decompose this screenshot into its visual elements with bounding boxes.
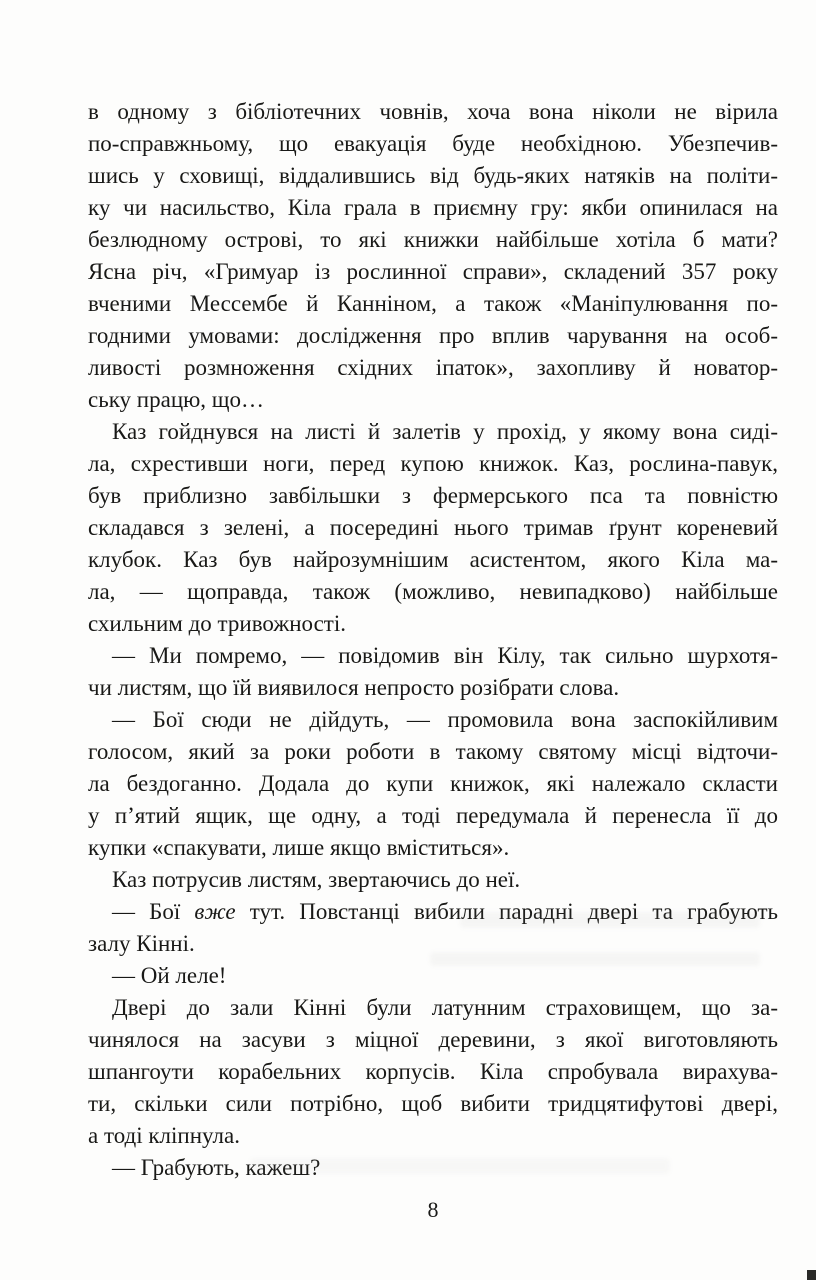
text-line bbox=[88, 672, 778, 704]
text-line bbox=[88, 768, 778, 800]
text-segment: в одному з бібліотечних човнів, хоча вона ніколи не вірила bbox=[88, 99, 778, 124]
text-segment: ку чи насильство, Кіла грала в приємну гру: якби опинилася на bbox=[88, 195, 778, 220]
text-line bbox=[88, 320, 778, 352]
text-segment: Двері до зали Кінні були латунним страховищем, що за- bbox=[112, 995, 778, 1020]
text-segment: чинялося на засуви з міцної деревини, з якої виготовляють bbox=[88, 1027, 778, 1052]
text-line bbox=[88, 992, 778, 1024]
text-segment: — Бої bbox=[112, 899, 195, 924]
text-segment: Каз потрусив листям, звертаючись до неї. bbox=[112, 867, 521, 892]
text-line bbox=[88, 832, 778, 864]
paragraph bbox=[88, 704, 778, 864]
text-segment: ську працю, що… bbox=[88, 387, 265, 412]
text-segment: — Ой леле! bbox=[112, 963, 227, 988]
text-line bbox=[88, 288, 778, 320]
page-number: 8 bbox=[427, 1197, 439, 1222]
text-segment: чи листям, що їй виявилося непросто розібрати слова. bbox=[88, 675, 620, 700]
text-line bbox=[88, 352, 778, 384]
text-segment: — Бої сюди не дійдуть, — промовила вона заспокійливим bbox=[112, 707, 778, 732]
text-segment: — Ми помремо, — повідомив він Кілу, так сильно шурхотя- bbox=[112, 643, 778, 668]
text-line bbox=[88, 96, 778, 128]
text-line bbox=[88, 160, 778, 192]
text-line bbox=[88, 128, 778, 160]
paragraph bbox=[88, 416, 778, 640]
text-line bbox=[88, 480, 778, 512]
text-segment: ла, схрестивши ноги, перед купою книжок. Каз, рослина-павук, bbox=[88, 451, 778, 476]
text-segment: безлюдному острові, то які книжки найбільше хотіла б мати? bbox=[88, 227, 778, 252]
text-segment: був приблизно завбільшки з фермерського пса та повністю bbox=[88, 483, 778, 508]
text-line bbox=[88, 544, 778, 576]
text-segment: клубок. Каз був найрозумнішим асистентом, якого Кіла ма- bbox=[88, 547, 778, 572]
text-line bbox=[88, 256, 778, 288]
text-line bbox=[88, 1120, 778, 1152]
text-segment: складався з зелені, а посередині нього тримав ґрунт кореневий bbox=[88, 515, 778, 540]
text-segment: ла, — щоправда, також (можливо, невипадково) найбільше bbox=[88, 579, 778, 604]
text-line bbox=[88, 384, 778, 416]
text-block bbox=[88, 96, 778, 1184]
text-segment: Ясна річ, «Гримуар із рослинної справи», складений 357 року bbox=[88, 259, 778, 284]
text-line bbox=[88, 416, 778, 448]
scan-corner-speck bbox=[807, 1270, 816, 1280]
paragraph bbox=[88, 864, 778, 896]
text-segment: ти, скільки сили потрібно, щоб вибити тридцятифутові двері, bbox=[88, 1091, 778, 1116]
text-segment: шпангоути корабельних корпусів. Кіла спробувала вирахува- bbox=[88, 1059, 778, 1084]
text-segment: купки «спакувати, лише якщо вміститься». bbox=[88, 835, 510, 860]
text-segment: годними умовами: дослідження про вплив чарування на особ- bbox=[88, 323, 778, 348]
text-segment: тут. Повстанці вибили парадні двері та грабують bbox=[235, 899, 778, 924]
text-segment: у п’ятий ящик, ще одну, а тоді передумала й перенесла її до bbox=[88, 803, 778, 828]
text-line bbox=[88, 448, 778, 480]
paragraph bbox=[88, 96, 778, 416]
text-line bbox=[88, 608, 778, 640]
text-line bbox=[88, 224, 778, 256]
text-segment: а тоді кліпнула. bbox=[88, 1123, 240, 1148]
text-line bbox=[88, 1088, 778, 1120]
text-line bbox=[88, 640, 778, 672]
text-segment: залу Кінні. bbox=[88, 931, 195, 956]
text-line bbox=[88, 736, 778, 768]
text-segment: ливості розмноження східних іпаток», захопливу й новатор- bbox=[88, 355, 778, 380]
text-line bbox=[88, 864, 778, 896]
text-line bbox=[88, 576, 778, 608]
text-line bbox=[88, 704, 778, 736]
scan-artifact bbox=[460, 912, 760, 928]
paragraph bbox=[88, 640, 778, 704]
scan-artifact bbox=[250, 1158, 670, 1174]
text-line bbox=[88, 192, 778, 224]
text-segment: схильним до тривожності. bbox=[88, 611, 346, 636]
paragraph bbox=[88, 896, 778, 960]
text-segment: голосом, який за роки роботи в такому святому місці відточи- bbox=[88, 739, 778, 764]
text-line bbox=[88, 1056, 778, 1088]
text-segment: вченими Мессембе й Канніном, а також «Маніпулювання по- bbox=[88, 291, 778, 316]
text-segment: шись у сховищі, віддалившись від будь-яких натяків на політи- bbox=[88, 163, 778, 188]
text-segment: ла бездоганно. Додала до купи книжок, які належало скласти bbox=[88, 771, 778, 796]
scan-artifact bbox=[430, 952, 760, 966]
text-segment: Каз гойднувся на листі й залетів у прохід, у якому вона сиді- bbox=[112, 419, 778, 444]
text-line bbox=[88, 512, 778, 544]
text-line bbox=[88, 1024, 778, 1056]
text-segment: по-справжньому, що евакуація буде необхідною. Убезпечив- bbox=[88, 131, 778, 156]
paragraph bbox=[88, 992, 778, 1152]
text-segment: — Грабують, кажеш? bbox=[112, 1155, 321, 1180]
italic-text: вже bbox=[194, 899, 236, 924]
text-line bbox=[88, 800, 778, 832]
